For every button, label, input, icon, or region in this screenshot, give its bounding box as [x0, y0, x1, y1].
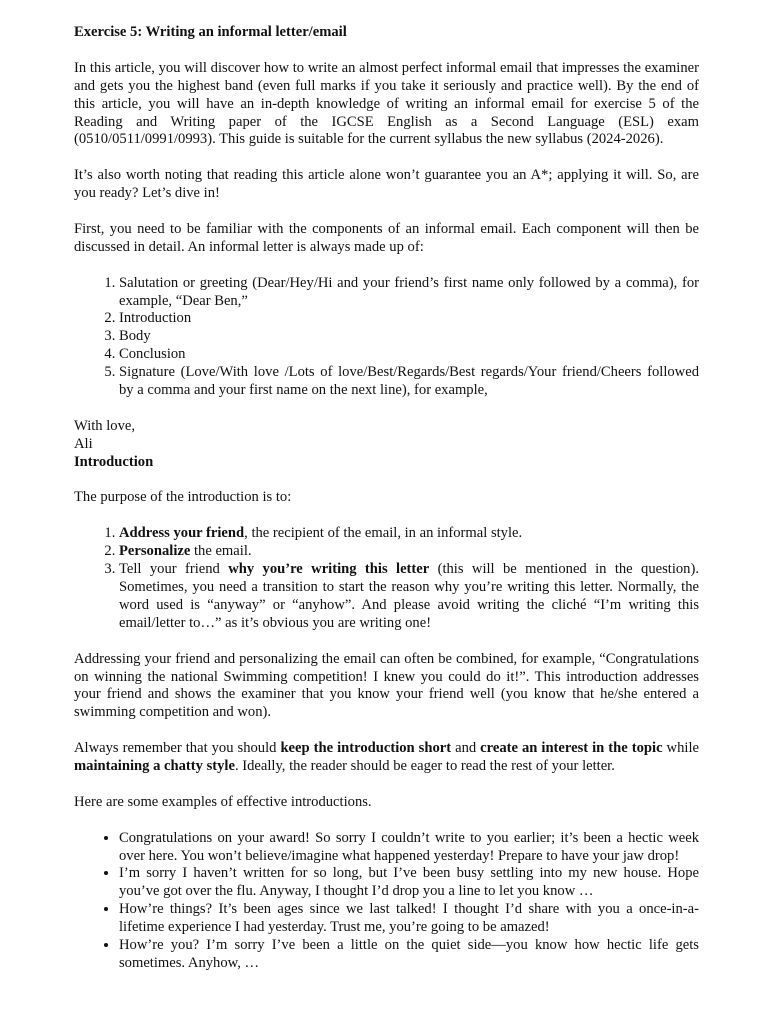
body-paragraph: Here are some examples of effective introductions. [74, 793, 372, 810]
list-item: 2. Introduction [119, 310, 699, 328]
list-item: 4. Conclusion [119, 346, 699, 364]
body-paragraph: Addressing your friend and personalizing the email can often be combined, for example, “Congratulations on winning the national Swimming competition! I knew you could do it!”. This introduction addresses your friend and shows the examiner that you know your friend well (you know that he/she entered a swimming competition and won). [74, 650, 699, 721]
intro-paragraph: In this article, you will discover how to write an almost perfect informal email that impresses the examiner and gets you the highest band (even full marks if you take it seriously and practice well). By the end of this article, you will have an in-depth knowledge of writing an informal email for exercise 5 of the Reading and Writing paper of the IGCSE English as a Second Language (ESL) exam (0510/0511/0991/0993). This guide is suitable for the current syllabus the new syllabus (2024-2026). [74, 59, 699, 148]
text-run: . Ideally, the reader should be eager to read the rest of your letter. [234, 758, 615, 775]
text-run: and [451, 740, 481, 757]
emphasis: maintaining a chatty style [74, 758, 235, 775]
list-item: • How’re you? I’m sorry I’ve been a little on the quiet side—you know how hectic life gets sometimes. Anyhow, … [119, 937, 699, 973]
signature-line: With love, [74, 417, 136, 434]
emphasis: create an interest in the topic [480, 740, 663, 757]
text-run: Always remember that you should [74, 740, 281, 757]
list-item-text: (this will be mentioned in the question). Sometimes, you need a transition to start the reason why you’re writing this letter. Normally, the word used is “anyway” or “anyhow”. And please avoid writing the cliché “I’m writing this email/letter to…” as it’s obvious you are writing one! [119, 561, 699, 631]
list-item: 3. Body [119, 328, 699, 346]
intro-paragraph: First, you need to be familiar with the components of an informal email. Each component will then be discussed in detail. An informal letter is always made up of: [74, 220, 699, 255]
section-heading: Introduction [74, 453, 154, 470]
list-item: 1. Salutation or greeting (Dear/Hey/Hi and your friend’s first name only followed by a comma), for example, “Dear Ben,” [119, 275, 699, 311]
list-item: 5. Signature (Love/With love /Lots of love/Best/Regards/Best regards/Your friend/Cheers followed by a comma and your first name on the next line), for example, [119, 364, 699, 400]
list-item [119, 561, 699, 633]
text-run: while [662, 740, 699, 757]
list-item: • I’m sorry I haven’t written for so long, but I’ve been busy settling into my new house. Hope you’ve got over the flu. Anyway, I thought I’d drop you a line to let you know … [119, 865, 699, 901]
components-list [74, 275, 699, 400]
signature-name: Ali [74, 435, 93, 452]
purpose-text: The purpose of the introduction is to: [74, 489, 292, 506]
page-title: Exercise 5: Writing an informal letter/email [74, 24, 347, 40]
intro-paragraph: It’s also worth noting that reading this article alone won’t guarantee you an A*; applying it will. So, are you ready? Let’s dive in! [74, 167, 699, 202]
purposes-list [74, 525, 699, 632]
emphasis: Address your friend [119, 525, 245, 542]
body-paragraph [74, 740, 699, 776]
list-item-text: the email. [190, 543, 252, 560]
list-item: • How’re things? It’s been ages since we last talked! I thought I’d share with you a once-in-a-lifetime experience I had yesterday. Trust me, you’re going to be amazed! [119, 901, 699, 937]
list-item [119, 543, 699, 561]
list-item [119, 525, 699, 543]
emphasis: Personalize [119, 543, 191, 560]
emphasis: keep the introduction short [280, 740, 452, 757]
list-item-text: Tell your friend [119, 561, 229, 578]
examples-list [74, 830, 699, 973]
list-item-text: , the recipient of the email, in an informal style. [244, 525, 523, 542]
list-item: • Congratulations on your award! So sorry I couldn’t write to you earlier; it’s been a hectic week over here. You won’t believe/imagine what happened yesterday! Prepare to have your jaw drop! [119, 830, 699, 866]
emphasis: why you’re writing this letter [228, 561, 430, 578]
